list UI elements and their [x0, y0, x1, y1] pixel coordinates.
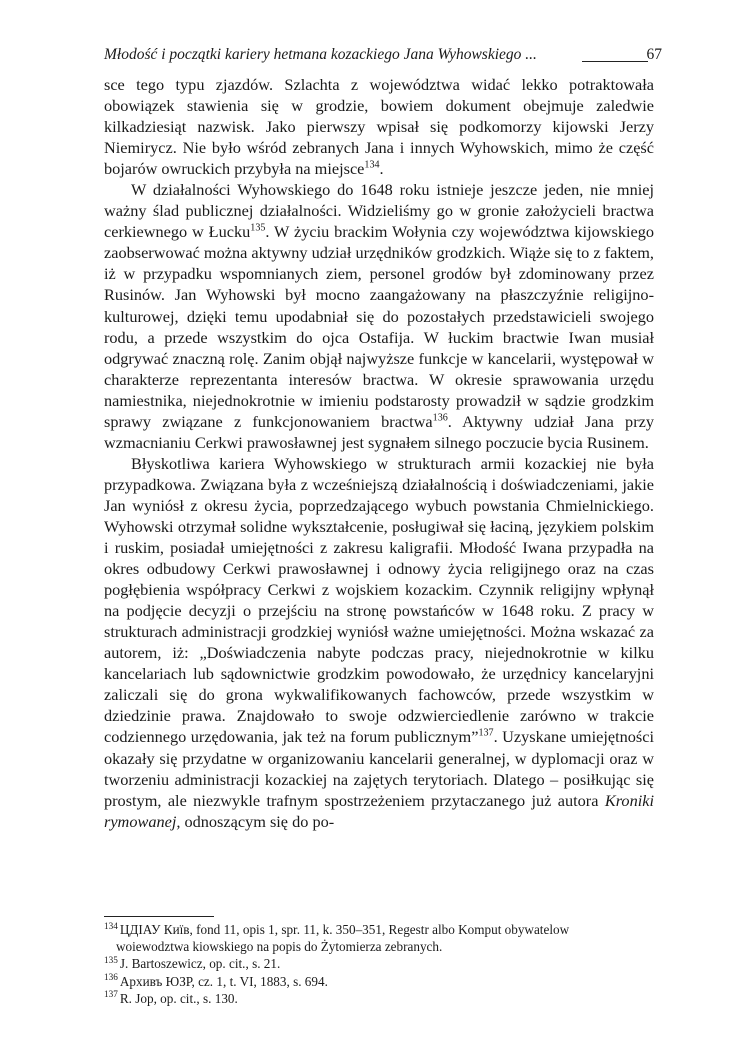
footnote-ref: 137 [478, 728, 494, 740]
text-run: sce tego typu zjazdów. Szlachta z województwa widać lekko potraktowała obowiązek stawienia się w grodzie, bowiem dokument obejmuje zaledwie kilkadziesiąt nazwisk. Jako pierwszy wpisał się podkomorzy kijowski Jerzy Niemirycz. Nie było wśród zebranych Jana i innych Wyhowskich, mimo że część bojarów owruckich przybyła na miejsce [104, 75, 654, 179]
footnote-text: Архивъ ЮЗР, cz. 1, t. VI, 1883, s. 694. [119, 973, 328, 989]
text-run: . W życiu brackim Wołynia czy województwa kijowskiego zaobserwować można aktywny udział urzędników grodzkich. Wiąże się to z faktem, iż w przypadku wspomnianych ziem, personel grodów był zdominowany przez Rusinów. Jan Wyhowski był mocno zaangażowany na płaszczyźnie religijno-kulturowej, dzięki temu upodabniał się do pozostałych przedstawicieli swojego rodu, a przede wszystkim do ojca Ostafija. W łuckim bractwie Iwan musiał odgrywać znaczną rolę. Zanim objął najwyższe funkcje w kancelarii, występował w charakterze reprezentanta interesów bractwa. W okresie sprawowania urzędu namiestnika, niejednokrotnie w imieniu podstarosty prowadził w sądzie grodzkim sprawy związane z funkcjonowaniem bractwa [104, 222, 654, 431]
paragraph [104, 453, 654, 832]
header-rule [582, 61, 648, 62]
text-run: Błyskotliwa kariera Wyhowskiego w strukturach armii kozackiej nie była przypadkowa. Związana była z wcześniejszą działalnością i doświadczeniami, jakie Jan wyniósł z okresu życia, poprzedzającego wybuch powstania Chmielnickiego. Wyhowski otrzymał solidne wykształcenie, posługiwał się łaciną, językiem polskim i ruskim, posiadał umiejętności z zakresu kaligrafii. Młodość Iwana przypadła na okres odbudowy Cerkwi prawosławnej i odnowy życia religijnego oraz na czas pogłębienia współpracy Cerkwi z wojskiem kozackim. Czynnik religijny wpłynął na podjęcie decyzji o przejściu na stronę powstańców w 1648 roku. Z pracy w strukturach administracji grodzkiej wyniósł ważne umiejętności. Można wskazać za autorem, iż: „Doświadczenia nabyte podczas pracy, niejednokrotnie w kilku kancelariach lub sądownictwie grodzkim powodowało, że urzędnicy kancelaryjni zaliczali się do grona wykwalifikowanych fachowców, przede wszystkim w dziedzinie prawa. Znajdowało to swoje odzwierciedlenie zarówno w trakcie codziennego urzędowania, jak też na forum publicznym” [104, 453, 654, 747]
footnote-ref: 136 [432, 412, 448, 424]
footnote [104, 921, 654, 955]
footnote-number: 137 [104, 989, 118, 1000]
text-run: . Uzyskane umiejętności okazały się przydatne w organizowaniu kancelarii generalnej, w dyplomacji oraz w tworzeniu administracji kozackiej na zajętych terytoriach. Dlatego – posiłkując się prostym, ale niezwykle trafnym spostrzeżeniem przytaczanego już autora [104, 727, 654, 810]
italic-title: Kroniki rymowanej, [104, 790, 654, 831]
footnote-text: J. Bartoszewicz, op. cit., s. 21. [119, 956, 281, 972]
footnote-ref: 135 [250, 222, 266, 234]
text-run: W działalności Wyhowskiego do 1648 roku istnieje jeszcze jeden, nie mniej ważny ślad publicznej działalności. Widzieliśmy go w gronie założycieli bractwa cerkiewnego w Łucku [104, 180, 654, 242]
footnote-number: 134 [104, 920, 118, 931]
footnote-rule [104, 916, 214, 917]
footnote-text: R. Jop, op. cit., s. 130. [119, 990, 238, 1006]
running-title: Młodość i początki kariery hetmana kozackiego Jana Wyhowskiego ... [104, 46, 537, 63]
paragraph [104, 179, 654, 453]
footnote-text-continued: woiewodztwa kiowskiego na popis do Żytomierza zebranych. [116, 939, 443, 955]
page-number: 67 [646, 46, 662, 63]
footnote-number: 135 [104, 955, 118, 966]
paragraph [104, 74, 654, 179]
footnotes [104, 921, 654, 1007]
footnote [104, 955, 654, 972]
text-run: . Aktywny udział Jana przy wzmacnianiu Cerkwi prawosławnej jest sygnałem silnego poczucie bycia Rusinem. [104, 411, 654, 452]
footnote-ref: 134 [364, 159, 380, 171]
text-run: . [379, 159, 384, 179]
text-run: odnoszącym się do po- [180, 811, 335, 831]
footnote-number: 136 [104, 972, 118, 983]
footnote [104, 973, 654, 990]
body-text [104, 74, 654, 832]
footnote [104, 990, 654, 1007]
running-header [104, 46, 662, 68]
footnote-text: ЦДІАУ Київ, fond 11, opis 1, spr. 11, k. 350–351, Regestr albo Komput obywatelow [119, 922, 570, 937]
